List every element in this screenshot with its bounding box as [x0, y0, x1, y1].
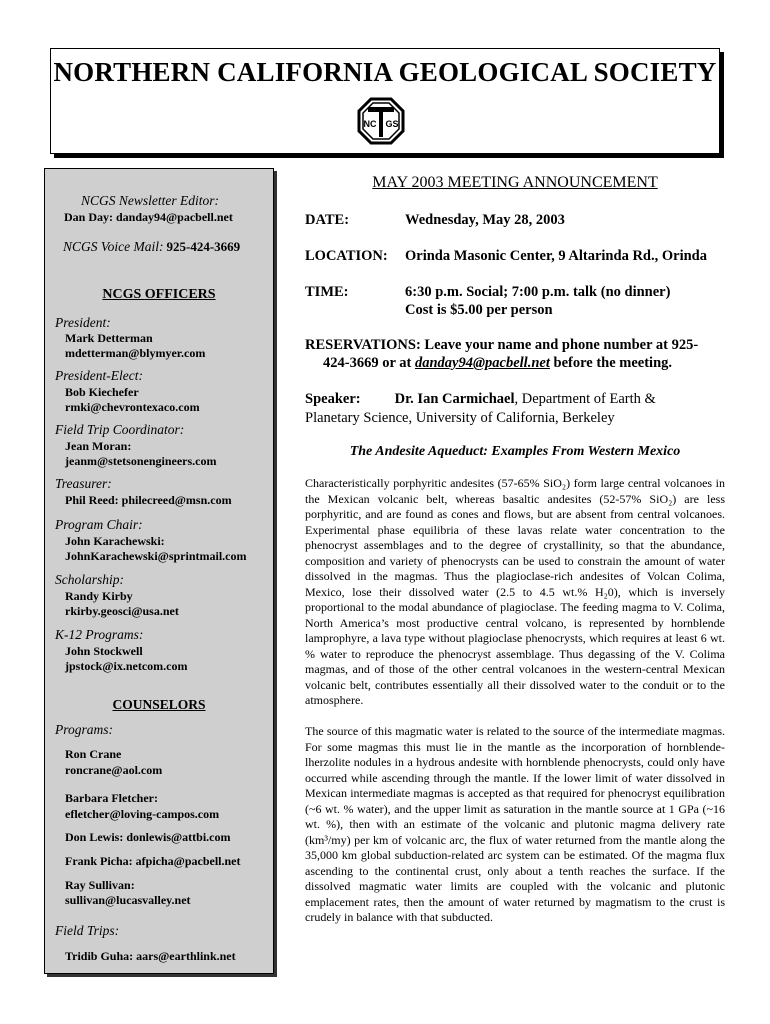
counselor-line: Ray Sullivan:: [65, 878, 135, 892]
speaker-block: [305, 390, 725, 428]
field-trips-label: Field Trips:: [55, 923, 120, 938]
society-title: NORTHERN CALIFORNIA GEOLOGICAL SOCIETY: [53, 57, 717, 87]
speaker-line-2: Planetary Science, University of California, Berkeley: [305, 410, 615, 426]
counselor-line: Don Lewis: donlewis@attbi.com: [65, 830, 231, 844]
hammer-logo-icon: [357, 97, 405, 145]
officer-email: rkirby.geosci@usa.net: [65, 604, 179, 618]
voicemail: [63, 239, 240, 255]
abstract-paragraph: Characteristically porphyritic andesites (57-65% SiO₂) form large central volcanoes in the Mexican volcanic belt, whereas basaltic andesites (52-57% SiO₂) are less porphyritic, and are found as cones and flows, but are absent from central volcanoes. Experimental phase equilibria of these lavas relate water concentration to the phenocryst assemblages and to the degree of crystallinity, so that the abundance, composition and variety of phenocrysts can be used to constrain the amount of water dissolved in the magmas. Thus the plagioclase-rich andesites of Volcan Colima, Mexico, lose their dissolved water (2.5 to 4.5 wt.% H₂0), which is inversely proportional to the modal abundance of plagioclase. The feeding magma to V. Colima, North America’s most productive central volcano, is represented by hornblende lamprophyre, a lava type without plagioclase phenocrysts, which requires at least 6 wt. % water to reproduce the phenocryst assemblage. Thus degassing of the V. Colima magmas, and of those of the other central volcanoes in the western-central Mexican volcanic belt, contributes essentially all their dissolved water to the conduit or to the atmosphere.: [305, 476, 725, 707]
counselor-line: Barbara Fletcher:: [65, 791, 158, 805]
officers-heading: [45, 287, 273, 303]
officer-role: Treasurer:: [55, 476, 112, 491]
reservations-text: 424-3669 or at: [323, 355, 415, 371]
speaker-line-1: [305, 390, 725, 409]
masthead: [50, 48, 720, 154]
officer-role: Field Trip Coordinator:: [55, 422, 185, 437]
speaker-label: Speaker:: [305, 391, 361, 407]
officer-line: Jean Moran:: [65, 439, 132, 453]
officer-line: John Stockwell: [65, 644, 143, 658]
cost-value: Cost is $5.00 per person: [405, 302, 553, 318]
officer-email: rmki@chevrontexaco.com: [65, 400, 200, 414]
officer-role: Scholarship:: [55, 572, 124, 587]
officer-role: President:: [55, 315, 111, 330]
counselor-line: Ron Crane: [65, 747, 122, 761]
counselor-line: Frank Picha: afpicha@pacbell.net: [65, 854, 241, 868]
voicemail-label: NCGS Voice Mail:: [63, 239, 164, 254]
talk-title: The Andesite Aqueduct: Examples From Western Mexico: [349, 444, 681, 459]
location-label: LOCATION:: [305, 248, 388, 264]
field-trips-value: Tridib Guha: aars@earthlink.net: [65, 949, 236, 963]
reservations-email-link[interactable]: danday94@pacbell.net: [414, 355, 550, 371]
officer-email: JohnKarachewski@sprintmail.com: [65, 549, 247, 563]
officers-heading-text: OFFICERS: [144, 287, 216, 302]
officers-heading-prefix: NCGS: [102, 287, 145, 302]
speaker-affiliation: , Department of Earth &: [514, 391, 656, 407]
location-value: Orinda Masonic Center, 9 Altarinda Rd., Orinda: [405, 248, 707, 264]
officer-role: Program Chair:: [55, 517, 143, 532]
officer-role: President-Elect:: [55, 368, 143, 383]
logo-left-text: NC: [363, 119, 377, 129]
abstract-paragraph: The source of this magmatic water is related to the source of the intermediate magmas. For some magmas this must lie in the mantle as the incorporation of hornblende-lherzolite nodules in a hydrous andesite with hornblende phenocrysts, could only have occurred while ascending through the mantle. If the lower limit of water dissolved in Mexican intermediate magmas is accepted as that required for phenocryst equilibration (~6 wt. % water), and the upper limit as saturation in the mantle source at 1 GPa (~16 wt. %), then with an estimate of the volcanic and plutonic magma delivery rate (km³/my) per km of volcanic arc, the flux of water returned from the mantle along the 35,000 km global subduction-related arc system can be estimated. Of the magma flux ascending to the continental crust, only about a tenth reaches the surface. If the dissolved magmatic water limits are coupled with the volcanic and plutonic emplacement rates, then the amount of water returned by magmatism to the crust is crudely in balance with that subducted.: [305, 724, 725, 924]
date-value: Wednesday, May 28, 2003: [405, 212, 565, 228]
logo-right-text: GS: [385, 119, 399, 129]
officer-line: Mark Detterman: [65, 331, 153, 345]
officer-line: Phil Reed: philecreed@msn.com: [65, 493, 232, 507]
officer-email: jpstock@ix.netcom.com: [65, 659, 188, 673]
voicemail-value: 925-424-3669: [166, 239, 241, 254]
time-label: TIME:: [305, 284, 349, 300]
officer-line: Randy Kirby: [65, 589, 133, 603]
counselor-email: efletcher@loving-campos.com: [65, 807, 220, 821]
date-label: DATE:: [305, 212, 350, 228]
counselors-heading: COUNSELORS: [112, 697, 206, 712]
reservations-line-1: RESERVATIONS: Leave your name and phone number at 925-: [305, 337, 699, 353]
counselor-email: sullivan@lucasvalley.net: [65, 893, 191, 907]
counselor-email: roncrane@aol.com: [65, 763, 163, 777]
reservations-line-2: [323, 355, 672, 372]
sidebar: [44, 168, 274, 974]
announcement-heading: MAY 2003 MEETING ANNOUNCEMENT: [372, 174, 658, 191]
officer-line: John Karachewski:: [65, 534, 165, 548]
officer-role: K-12 Programs:: [55, 627, 144, 642]
officer-email: jeanm@stetsonengineers.com: [65, 454, 217, 468]
officer-email: mdetterman@blymyer.com: [65, 346, 206, 360]
officer-line: Bob Kiechefer: [65, 385, 139, 399]
reservations-text-end: before the meeting.: [549, 355, 673, 371]
programs-label: Programs:: [55, 722, 114, 737]
time-value: 6:30 p.m. Social; 7:00 p.m. talk (no dinner): [405, 284, 671, 300]
editor-value: Dan Day: danday94@pacbell.net: [64, 210, 233, 224]
speaker-name: Dr. Ian Carmichael: [394, 391, 515, 407]
editor-label: NCGS Newsletter Editor:: [81, 193, 219, 208]
